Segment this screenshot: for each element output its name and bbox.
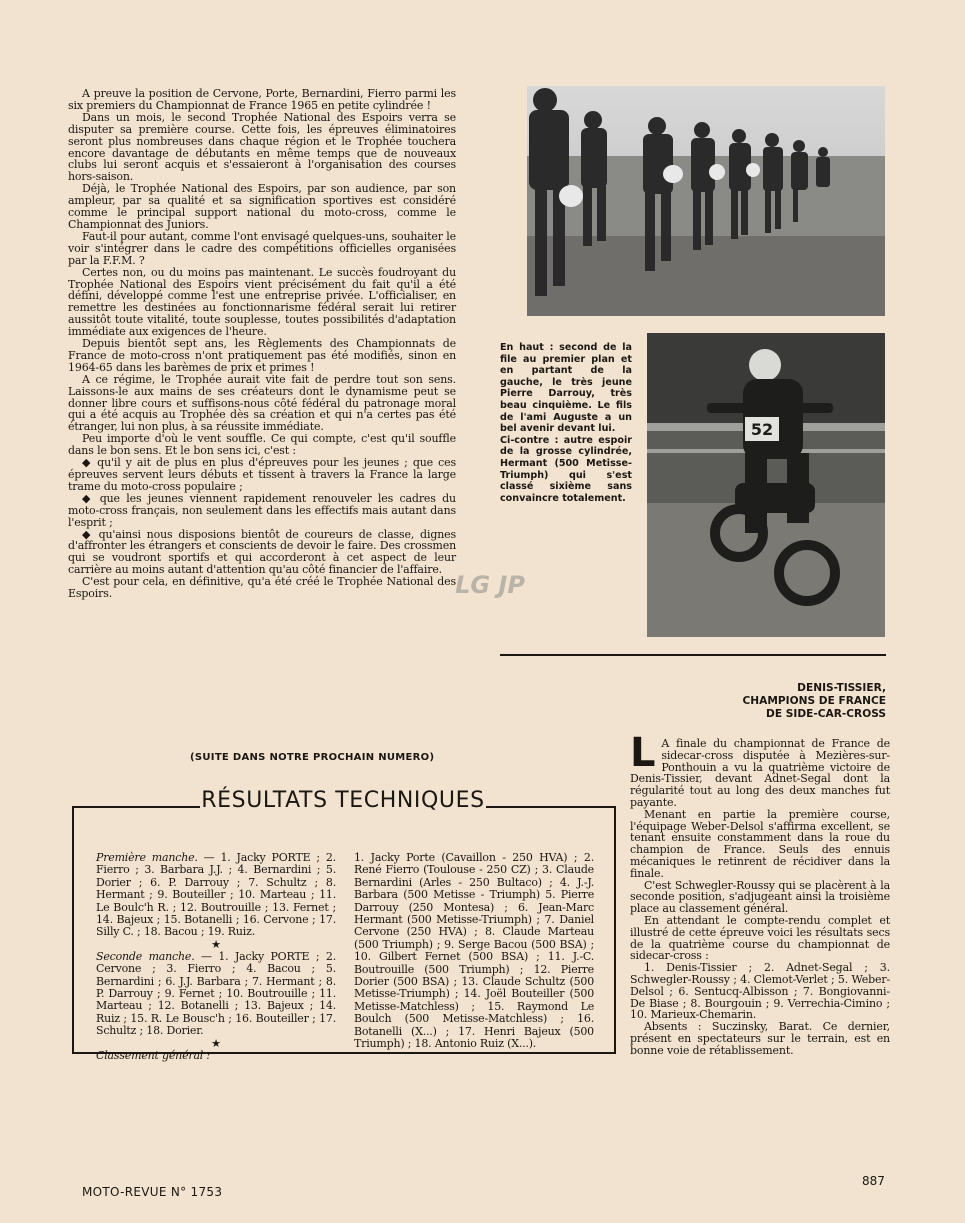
sidecar-heading-line: DE SIDE-CAR-CROSS [766,708,886,720]
magazine-footer: MOTO-REVUE N° 1753 [82,1185,223,1199]
results-right-column [354,852,594,1051]
sidecar-heading-line: DENIS-TISSIER, [797,682,886,694]
article-paragraph: ◆ qu'ainsi nous disposions bientôt de coureurs de classe, dignes d'affronter les étrangers et conscients de devoir le faire. Des crossmen qui se voudront sportifs et qui accorderont à cet aspect de leur carrière au moins autant d'attention qu'au côté financier de l'affaire. [68,527,456,577]
article-paragraph: Faut-il pour autant, comme l'ont envisagé quelques-uns, souhaiter le voir s'intégrer dans le cadre des compétitions officielles organisées par la F.F.M. ? [68,229,456,267]
riders-walking-photo [527,86,885,316]
sidecar-heading-line: CHAMPIONS DE FRANCE [742,695,886,707]
article-paragraph: Déjà, le Trophée National des Espoirs, par son audience, par son ampleur, par sa qualité et sa signification sportives est considéré comme le principal support national du moto-cross, comme le Championnat des Juniors. [68,182,456,231]
manche-1-results: — 1. Jacky PORTE ; 2. Fierro ; 3. Barbara J.J. ; 4. Bernardini ; 5. Dorier ; 6. P. Darrouy ; 7. Schultz ; 8. Hermant ; 9. Bouteiller ; 10. Marteau ; 11. Le Boulc'h R. ; 12. Boutrouille ; 13. Fernet ; 14. Bajeux ; 15. Botanelli ; 16. Cervone ; 17. Silly C. ; 18. Bacou ; 19. Ruiz. [96,851,336,939]
article-paragraph: Depuis bientôt sept ans, les Règlements des Championnats de France de moto-cross n'ont pratiquement pas été modifiés, sinon en 1964-65 dans les barèmes de prix et primes ! [68,337,456,374]
results-title: RÉSULTATS TECHNIQUES [201,788,485,813]
sidecar-paragraph: Absents : Suczinsky, Barat. Ce dernier, présent en spectateurs sur le terrain, est en bonne voie de rétablissement. [630,1020,890,1057]
sidecar-paragraph: C'est Schwegler-Roussy qui se placèrent à la seconde position, s'adjugeant ainsi la troisième place au classement général. [630,878,890,916]
sidecar-results: 1. Denis-Tissier ; 2. Adnet-Segal ; 3. Schwegler-Roussy ; 4. Clemot-Verlet ; 5. Weber-Delsol ; 6. Sentucq-Albisson ; 7. Bongiovanni-De Biase ; 8. Bourgouin ; 9. Verrechia-Cimino ; 10. Marieux-Chemarin. [630,961,891,1022]
motocross-rider-photo [647,333,885,637]
sidecar-article [630,730,891,1057]
manche-2 [96,951,336,1038]
page-number: 887 [862,1174,885,1188]
manche-2-results: — 1. Jacky PORTE ; 2. Cervone ; 3. Fierro ; 4. Bacou ; 5. Bernardini ; 6. J.J. Barbara ; 7. Hermant ; 8. P. Darrouy ; 9. Fernet ; 10. Boutrouille ; 11. Marteau ; 12. Botanelli ; 13. Bajeux ; 14. Ruiz ; 15. R. Le Bousc'h ; 16. Bouteiller ; 17. Schultz ; 18. Dorier. [96,949,336,1038]
general-label-text: Classement général : [96,1048,210,1062]
sidecar-paragraph: En attendant le compte-rendu complet et illustré de cette épreuve voici les résultats secs de la quatrième course du championnat de sidecar-cross : [630,913,890,963]
manche-1 [96,852,336,939]
sidecar-heading [690,682,886,721]
manche-1-label: Première manche. [96,851,198,864]
article-paragraph: A preuve la position de Cervone, Porte, Bernardini, Fierro parmi les six premiers du Championnat de France 1965 en petite cylindrée ! [68,87,456,112]
article-paragraph: Dans un mois, le second Trophée National des Espoirs verra se disputer sa première course. Cette fois, les épreuves éliminatoires seront plus nombreuses dans chaque région et le Trophée touchera encore davantage de débutants en même temps que de nouveaux clubs lui seront acquis et s'essaieront à l'organisation des courses hors-saison. [68,110,456,184]
section-divider [500,654,886,656]
drop-cap: L [630,730,656,776]
article-paragraph: ◆ que les jeunes viennent rapidement renouveler les cadres du moto-cross français, non seulement dans les effectifs mais autant dans l'esprit ; [68,491,456,529]
article-paragraph: C'est pour cela, en définitive, qu'a été créé le Trophée National des Espoirs. [68,575,456,601]
bike-number-plate: 52 [750,420,774,439]
article-paragraph: Certes non, ou du moins pas maintenant. Le succès foudroyant du Trophée National des Espoirs vient précisément du fait qu'il a été défini, développé comme l'est une entreprise privée. L'officialiser, en remettre les destinées au fonctionnarisme fédéral serait lui retirer aussitôt toute vitalité, toute souplesse, toutes possibilités d'adaptation immédiate aux exigences de l'heure. [68,265,456,339]
caption-top: En haut : second de la file au premier plan et en partant de la gauche, le très jeune Pierre Darrouy, très beau cinquième. Le fils de l'ami Auguste a un bel avenir devant lui. [500,342,632,435]
general-results: 1. Jacky Porte (Cavaillon - 250 HVA) ; 2. René Fierro (Toulouse - 250 CZ) ; 3. Claude Bernardini (Arles - 250 Bultaco) ; 4. J.-J. Barbara (500 Metisse - Triumph) 5. Pierre Darrouy (250 Montesa) ; 6. Jean-Marc Hermant (500 Metisse-Triumph) ; 7. Daniel Cervone (250 HVA) ; 8. Claude Marteau (500 Triumph) ; 9. Serge Bacou (500 BSA) ; 10. Gilbert Fernet (500 BSA) ; 11. J.-C. Boutrouille (500 Triumph) ; 12. Pierre Dorier (500 BSA) ; 13. Claude Schultz (500 Metisse-Triumph) ; 14. Joël Bouteiller (500 Metisse-Matchless) ; 15. Raymond Le Boulch (500 Metisse-Matchless) ; 16. Botanelli (X...) ; 17. Henri Bajeux (500 Triumph) ; 18. Antonio Ruiz (X...). [354,851,594,1051]
sidecar-paragraph [630,730,890,809]
article-paragraph: ◆ qu'il y ait de plus en plus d'épreuves pour les jeunes ; que ces épreuves servent leurs débuts et tissent à travers la France la large trame du moto-cross populaire ; [68,456,456,493]
caption-bottom: Ci-contre : autre espoir de la grosse cylindrée, Hermant (500 Metisse-Triumph) qui s'est classé sixième sans convaincre totalement. [500,434,632,504]
article-text [68,88,456,600]
article-paragraph: Peu importe d'où le vent souffle. Ce qui compte, c'est qu'il souffle dans le bon sens. Et le bon sens ici, c'est : [68,432,456,458]
manche-2-label: Seconde manche. [96,949,195,963]
sidecar-paragraph: Menant en partie la première course, l'équipage Weber-Delsol s'affirma excellent, se tenant ensuite constamment dans la roue du champion de France. Seuls des ennuis mécaniques le retinrent de récidiver dans la finale. [630,807,890,880]
continued-note: (SUITE DANS NOTRE PROCHAIN NUMERO) [190,752,435,763]
general-label [96,1050,336,1062]
results-left-column [96,852,336,1062]
star-separator: ★ [211,1036,221,1050]
article-paragraph: A ce régime, le Trophée aurait vite fait de perdre tout son sens. Laissons-le aux mains de ses créateurs dont le dynamisme peut se donner libre cours et suffisons-nous côté fédéral du patronage moral qui a été acquis au Trophée dès sa création et qui n'a certes pas été étranger, lui non plus, à sa réussite immédiate. [68,372,456,434]
sidecar-lead: A finale du championnat de France de sidecar-cross disputée à Mezières-sur-Ponthouin a vu la quatrième victoire de Denis-Tissier, devant Adnet-Segal dont la régularité tout au long des deux manches fut payante. [630,737,890,809]
photo-caption [500,342,632,504]
star-separator: ★ [211,937,221,951]
watermark-logo: LG JP [455,571,525,599]
